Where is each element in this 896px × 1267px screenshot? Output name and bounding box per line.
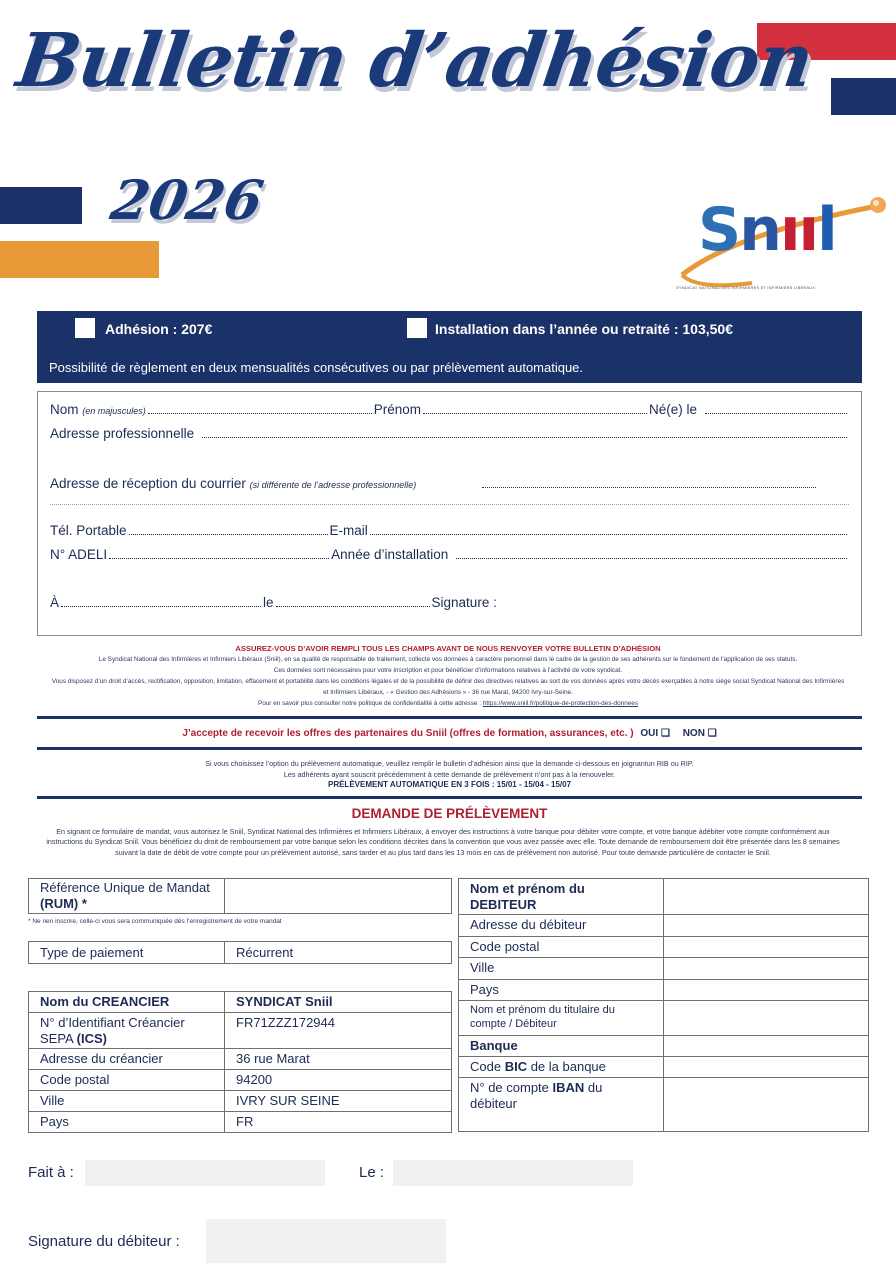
partners-yes-checkbox[interactable]: OUI ❑ — [640, 728, 670, 739]
le-label: Le : — [359, 1164, 385, 1181]
installation-retraite-checkbox[interactable] — [407, 318, 427, 338]
bank-label: Banque — [459, 1036, 664, 1057]
table-row — [29, 1112, 452, 1133]
debtor-name-label: Nom et prénom du DEBITEUR — [459, 879, 664, 915]
creditor-postal-label: Code postal — [29, 1070, 225, 1091]
table-row — [459, 1036, 869, 1057]
email-field[interactable] — [370, 534, 847, 535]
legal-notice — [20, 643, 876, 709]
adhesion-checkbox[interactable] — [75, 318, 95, 338]
table-row — [29, 1091, 452, 1112]
le-date-field[interactable] — [393, 1160, 633, 1186]
rum-note: * Ne rien inscrire, celle-ci vous sera communiquée dès l’enregistrement de votre mandat — [28, 918, 282, 925]
rum-table — [28, 878, 452, 914]
table-row — [29, 1070, 452, 1091]
divider — [37, 747, 862, 750]
lieu-label: À — [50, 595, 60, 610]
table-row — [459, 1001, 869, 1036]
creditor-ics-value: FR71ZZZ172944 — [225, 1013, 452, 1049]
sniil-logo — [672, 195, 894, 295]
adresse-courrier-field-line2[interactable] — [50, 504, 849, 505]
table-row — [459, 915, 869, 937]
table-row — [459, 937, 869, 958]
email-label: E-mail — [329, 523, 368, 538]
decor-orange-bar — [0, 241, 159, 278]
debtor-city-label: Ville — [459, 958, 664, 980]
adresse-courrier-field[interactable] — [482, 487, 816, 488]
tel-label: Tél. Portable — [50, 523, 127, 538]
decor-navy-bar-right — [831, 78, 896, 115]
debtor-postal-label: Code postal — [459, 937, 664, 958]
table-row — [459, 980, 869, 1001]
table-row — [459, 1057, 869, 1078]
fait-a-field[interactable] — [85, 1160, 325, 1186]
divider — [37, 796, 862, 799]
page-title: Bulletin d’adhésion — [11, 18, 818, 104]
creditor-postal-value: 94200 — [225, 1070, 452, 1091]
divider — [37, 716, 862, 719]
logo-subtitle: SYNDICAT NATIONAL DES INFIRMIÈRES ET INFIRMIERS LIBÉRAUX — [676, 285, 816, 290]
rum-value — [225, 879, 452, 914]
signature-label: Signature : — [431, 595, 497, 610]
member-info-form — [37, 391, 862, 636]
iban-label: N° de compte IBAN du débiteur — [459, 1078, 664, 1132]
decor-navy-bar-left — [0, 187, 82, 224]
prelevement-schedule: PRÉLÈVEMENT AUTOMATIQUE EN 3 FOIS : 15/01 - 15/04 - 15/07 — [327, 780, 572, 789]
legal-line: et Infirmiers Libéraux, - « Gestion des Adhésions » - 36 rue Marat, 94200 Ivry-sur-Seine. — [323, 689, 573, 696]
rum-label: Référence Unique de Mandat (RUM) * — [29, 879, 225, 914]
bic-label: Code BIC de la banque — [459, 1057, 664, 1078]
debtor-country-field[interactable] — [664, 980, 869, 1001]
debtor-table — [458, 878, 869, 1132]
table-row — [29, 1013, 452, 1049]
creditor-city-label: Ville — [29, 1091, 225, 1112]
date-label: le — [263, 595, 274, 610]
adresse-pro-field[interactable] — [202, 437, 847, 438]
adhesion-label: Adhésion : 207€ — [105, 321, 213, 337]
debtor-name-field[interactable] — [664, 879, 869, 915]
annee-installation-label: Année d’installation — [331, 547, 449, 562]
creditor-ics-label: N° d’Identifiant Créancier SEPA (ICS) — [29, 1013, 225, 1049]
adeli-field[interactable] — [109, 558, 329, 559]
birth-date-field[interactable] — [705, 413, 847, 414]
table-row — [29, 992, 452, 1013]
debtor-address-label: Adresse du débiteur — [459, 915, 664, 937]
adresse-pro-label: Adresse professionnelle — [50, 426, 195, 441]
prelevement-note — [37, 759, 862, 791]
demande-prelevement-title: DEMANDE DE PRÉLÈVEMENT — [351, 806, 548, 821]
account-holder-label: Nom et prénom du titulaire du compte / Débiteur — [459, 1001, 664, 1036]
creditor-city-value: IVRY SUR SEINE — [225, 1091, 452, 1112]
demande-prelevement-text: En signant ce formulaire de mandat, vous autorisez le Sniil, Syndicat National des Infirmières et Infirmiers Libéraux, à envoyer des instructions à votre banque pour débiter votre compte, et votre banque àdébiter votre compte conformément aux instructions du Syndicat Sniil. Vous bénéficiez du droit de remboursement par votre banque selon les conditions décrites dans la convention que vous avez passée avec elle. Toute demande de remboursement doit être présentée dans les 8 semaines suivant la date de débit de votre compte pour un prélèvement autorisé, sans tarder et au plus tard dans les 13 mois en cas de prélèvement non autorisé. Pour toute demande particulière de contacter le Sniil. — [46, 827, 840, 857]
payment-type-value: Récurrent — [225, 942, 452, 964]
lieu-field[interactable] — [61, 606, 261, 607]
iban-field[interactable] — [664, 1078, 869, 1132]
prenom-field[interactable] — [423, 413, 647, 414]
creditor-country-value: FR — [225, 1112, 452, 1133]
logo-wordmark: Snııl — [698, 195, 836, 265]
table-row — [29, 1049, 452, 1070]
annee-installation-field[interactable] — [456, 558, 847, 559]
nom-field[interactable] — [148, 413, 372, 414]
debtor-country-label: Pays — [459, 980, 664, 1001]
table-row — [459, 879, 869, 915]
table-row — [459, 1078, 869, 1132]
partners-no-checkbox[interactable]: NON ❑ — [682, 728, 717, 739]
nom-label: Nom (en majuscules) — [50, 402, 146, 417]
creditor-country-label: Pays — [29, 1112, 225, 1133]
prelevement-note-line: Les adhérents ayant souscrit précédemment à cette demande de prélèvement n’ont pas à la renouveler. — [283, 769, 616, 779]
installation-retraite-label: Installation dans l’année ou retraité : 103,50€ — [435, 321, 733, 337]
bic-field[interactable] — [664, 1057, 869, 1078]
fee-options-band — [37, 311, 862, 383]
fait-a-label: Fait à : — [28, 1164, 74, 1181]
creditor-name-label: Nom du CREANCIER — [29, 992, 225, 1013]
partners-consent — [37, 728, 862, 739]
debtor-address-field[interactable] — [664, 915, 869, 937]
adeli-label: N° ADELI — [50, 547, 108, 562]
payment-type-label: Type de paiement — [29, 942, 225, 964]
debtor-postal-field[interactable] — [664, 937, 869, 958]
payment-options-note: Possibilité de règlement en deux mensualités consécutives ou par prélèvement automatique. — [49, 360, 584, 375]
legal-line: Vous disposez d’un droit d’accès, rectification, opposition, limitation, effacement et portabilité dans les conditions légales et de la possibilité de définir des directives relatives au sort de vos données après votre décès exerçables à notre siège social Syndicat National des Infirmières — [51, 678, 845, 685]
account-holder-field[interactable] — [664, 1001, 869, 1036]
creditor-name-value: SYNDICAT Sniil — [225, 992, 452, 1013]
ne-le-label: Né(e) le — [649, 402, 698, 417]
table-row — [459, 958, 869, 980]
debtor-signature-field[interactable] — [206, 1219, 446, 1263]
creditor-address-value: 36 rue Marat — [225, 1049, 452, 1070]
legal-line: Ces données sont nécessaires pour votre inscription et pour bénéficier d’informations relatives à l’activité de votre syndicat. — [273, 667, 623, 674]
prenom-label: Prénom — [373, 402, 422, 417]
privacy-policy-link[interactable]: https://www.sniil.fr/politique-de-protection-des-donnees — [482, 700, 639, 707]
debtor-city-field[interactable] — [664, 958, 869, 980]
date-field[interactable] — [276, 606, 430, 607]
legal-line: Pour en savoir plus consulter notre politique de confidentialité à cette adresse : https://www.sniil.fr/politique-de-protection-des-donnees — [257, 700, 639, 707]
tel-field[interactable] — [129, 534, 328, 535]
partners-consent-text: J’accepte de recevoir les offres des partenaires du Sniil (offres de formation, assurances, etc. ) — [182, 728, 634, 739]
prelevement-note-line: Si vous choisissez l’option du prélèvement automatique, veuillez remplir le bulletin d’adhésion ainsi que la demande ci-dessous en joignantun RIB ou RIP. — [205, 759, 694, 768]
year-label: 2026 — [106, 168, 268, 232]
creditor-address-label: Adresse du créancier — [29, 1049, 225, 1070]
legal-line: Le Syndicat National des Infirmières et Infirmiers Libéraux (Sniil), en sa qualité de responsable de traitement, collecte vos données à caractère personnel dans le cadre de la gestion de ses adhérents sur le fondement de l’application de ses statuts. — [98, 656, 798, 663]
creditor-table — [28, 991, 452, 1133]
completion-warning: ASSUREZ-VOUS D’AVOIR REMPLI TOUS LES CHAMPS AVANT DE NOUS RENVOYER VOTRE BULLETIN D’ADHÉSION — [235, 644, 661, 653]
adresse-courrier-label: Adresse de réception du courrier (si différente de l’adresse professionnelle) — [50, 476, 417, 491]
payment-type-table — [28, 941, 452, 964]
debtor-signature-label: Signature du débiteur : — [28, 1233, 180, 1250]
bank-field[interactable] — [664, 1036, 869, 1057]
